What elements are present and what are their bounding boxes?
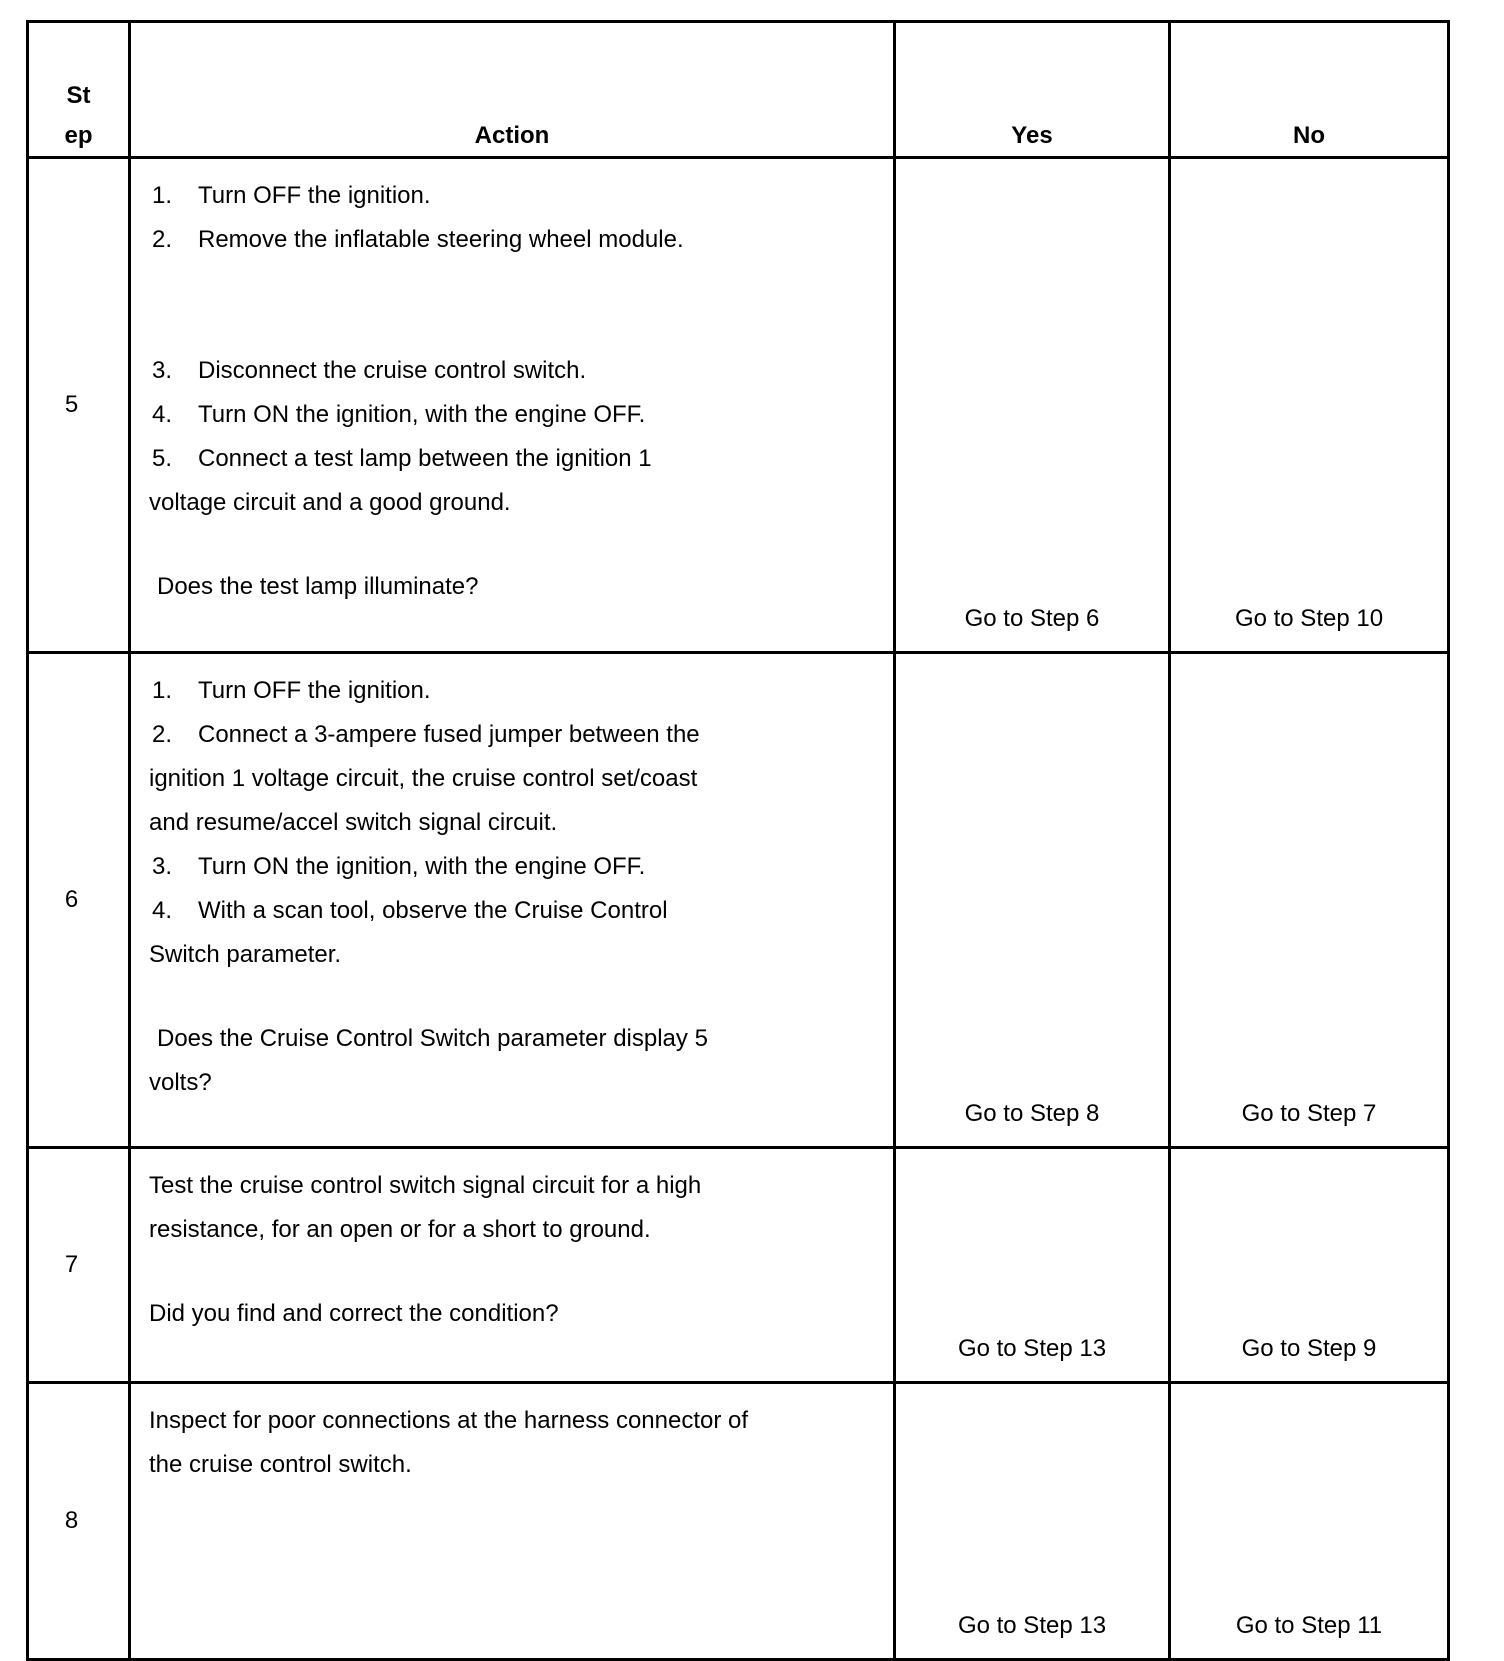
yes-result: Go to Step 6 [895, 158, 1170, 653]
question-text: Does the test lamp illuminate? [157, 573, 479, 600]
list-item: 4. With a scan tool, observe the Cruise Control [152, 897, 668, 924]
no-result: Go to Step 9 [1170, 1148, 1449, 1383]
action-text: Inspect for poor connections at the harness connector of [149, 1407, 749, 1434]
yes-result: Go to Step 13 [895, 1148, 1170, 1383]
list-item: 5. Connect a test lamp between the ignition 1 [152, 445, 652, 472]
item-continuation: ignition 1 voltage circuit, the cruise control set/coast [149, 765, 698, 792]
question-text: volts? [149, 1069, 212, 1096]
table-row [28, 1383, 1449, 1660]
no-result: Go to Step 7 [1170, 653, 1449, 1148]
action-cell [130, 1383, 895, 1660]
action-text: the cruise control switch. [149, 1451, 412, 1478]
item-continuation: and resume/accel switch signal circuit. [149, 809, 558, 836]
action-text: resistance, for an open or for a short to ground. [149, 1216, 651, 1243]
table-row [28, 158, 1449, 653]
action-column-header: Action [130, 22, 895, 158]
step-number: 5 [28, 158, 130, 653]
yes-result: Go to Step 8 [895, 653, 1170, 1148]
action-cell [130, 1148, 895, 1383]
header-row [28, 22, 1449, 158]
list-item: 3. Turn ON the ignition, with the engine OFF. [152, 853, 646, 880]
list-item: 4. Turn ON the ignition, with the engine OFF. [152, 401, 646, 428]
question-text: Did you find and correct the condition? [149, 1300, 559, 1327]
item-continuation: voltage circuit and a good ground. [149, 489, 511, 516]
step-number: 7 [28, 1148, 130, 1383]
action-cell [130, 158, 895, 653]
no-result: Go to Step 10 [1170, 158, 1449, 653]
list-item: 1. Turn OFF the ignition. [152, 182, 431, 209]
question-text: Does the Cruise Control Switch parameter display 5 [157, 1025, 708, 1052]
table-row [28, 653, 1449, 1148]
yes-result: Go to Step 13 [895, 1383, 1170, 1660]
list-item: 1. Turn OFF the ignition. [152, 677, 431, 704]
step-column-header: St ep [28, 22, 130, 158]
no-column-header: No [1170, 22, 1449, 158]
diagnostic-table [26, 20, 1450, 1661]
step-number: 8 [28, 1383, 130, 1660]
action-cell [130, 653, 895, 1148]
item-continuation: Switch parameter. [149, 941, 342, 968]
table-row [28, 1148, 1449, 1383]
list-item: 2. Remove the inflatable steering wheel module. [152, 226, 684, 253]
list-item: 2. Connect a 3-ampere fused jumper between the [152, 721, 700, 748]
step-number: 6 [28, 653, 130, 1148]
action-text: Test the cruise control switch signal circuit for a high [149, 1172, 702, 1199]
list-item: 3. Disconnect the cruise control switch. [152, 357, 587, 384]
no-result: Go to Step 11 [1170, 1383, 1449, 1660]
yes-column-header: Yes [895, 22, 1170, 158]
